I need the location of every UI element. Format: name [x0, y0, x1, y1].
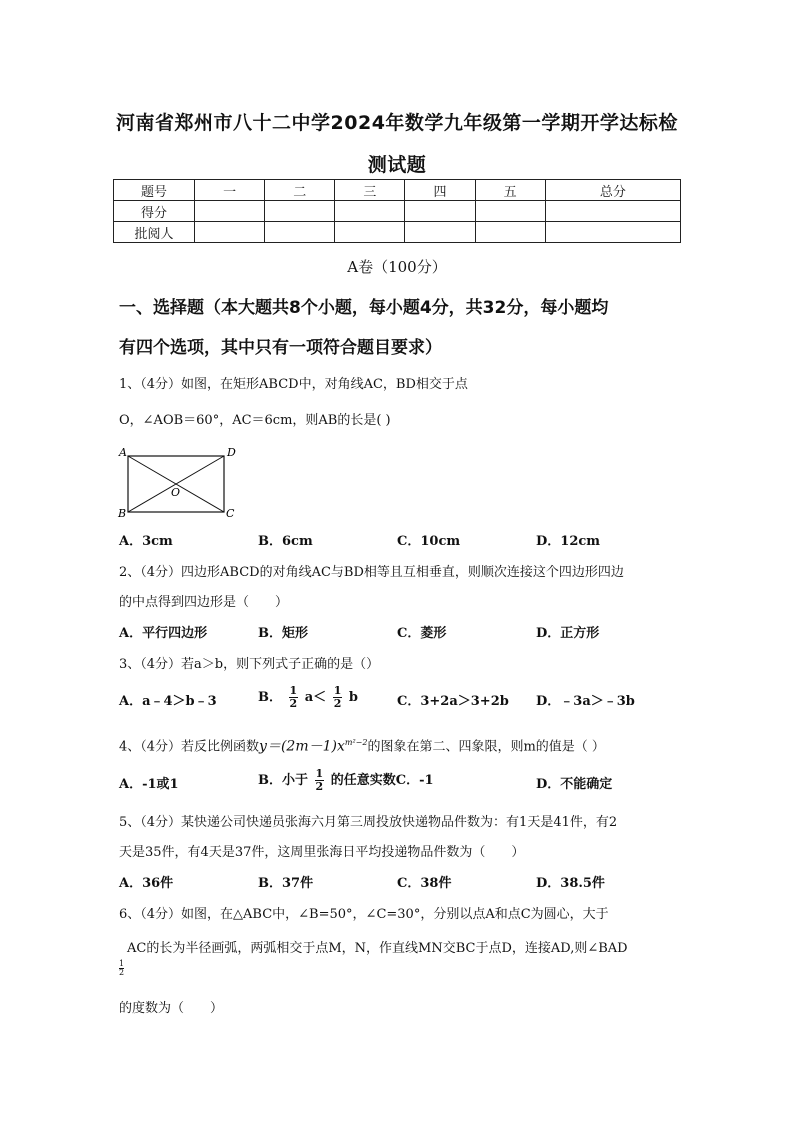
score-cell	[195, 201, 265, 222]
volume-label: A卷（100分）	[347, 258, 447, 276]
fraction-numerator: 1	[333, 684, 342, 697]
q6-line1: 6、（4分）如图，在△ABC中，∠B=50°，∠C=30°，分别以点A和点C为圆心，大于	[119, 907, 609, 922]
q1-option-d: D．12cm	[536, 534, 601, 549]
score-table-row	[114, 222, 681, 243]
q4-option-b-prefix: B．小于	[258, 773, 308, 788]
q6-line3: 的度数为（ ）	[119, 1001, 224, 1016]
section-title-line1: 一、选择题（本大题共8个小题，每小题4分，共32分，每小题均	[119, 298, 609, 318]
q5-option-d: D．38.5件	[536, 876, 605, 891]
q4-line1-prefix: 4、（4分）若反比例函数	[119, 739, 260, 755]
fraction-numerator: 1	[289, 684, 298, 697]
q5-option-c: C．38件	[397, 876, 452, 891]
score-cell	[545, 222, 680, 243]
score-cell	[405, 222, 475, 243]
q3-option-b-mid: a＜	[304, 690, 327, 705]
q3-line1: 3、（4分）若a＞b，则下列式子正确的是（）	[119, 657, 380, 672]
score-header-cell: 四	[405, 180, 475, 201]
score-cell	[335, 201, 405, 222]
score-cell	[265, 201, 335, 222]
score-row-label: 得分	[114, 201, 195, 222]
q2-option-c: C．菱形	[397, 626, 447, 641]
q6-fraction-half	[119, 960, 124, 977]
q2-option-d: D．正方形	[536, 626, 600, 641]
fraction-denominator: 2	[119, 968, 125, 977]
q2-line2: 的中点得到四边形是（ ）	[119, 595, 289, 610]
score-header-cell: 三	[335, 180, 405, 201]
q4-option-b-suffix: 的任意实数C．-1	[330, 773, 434, 788]
q2-line1: 2、（4分）四边形ABCD的对角线AC与BD相等且互相垂直，则顺次连接这个四边形四边	[119, 565, 624, 580]
q4-line1	[119, 734, 689, 756]
score-header-cell: 一	[195, 180, 265, 201]
q4-formula: y＝(2m－1)x	[259, 738, 345, 755]
fraction-half	[333, 685, 343, 710]
q1-line2: O，∠AOB＝60°，AC＝6cm，则AB的长是( )	[119, 413, 391, 428]
rectangle-diagram	[115, 444, 245, 520]
score-cell	[265, 222, 335, 243]
exam-title-line1: 河南省郑州市八十二中学2024年数学九年级第一学期开学达标检	[116, 112, 678, 134]
label-c: C	[226, 507, 235, 520]
fraction-denominator: 2	[315, 780, 324, 793]
fraction-half	[289, 685, 299, 710]
score-cell	[475, 222, 545, 243]
q4-option-d: D．不能确定	[536, 777, 613, 792]
score-table-row	[114, 201, 681, 222]
score-header-cell: 总分	[545, 180, 680, 201]
q3-option-b-prefix: B．	[258, 690, 282, 705]
score-cell	[545, 201, 680, 222]
label-o: O	[171, 486, 181, 499]
score-cell	[335, 222, 405, 243]
q4-option-b	[258, 768, 434, 793]
score-table	[113, 179, 681, 243]
fraction-numerator: 1	[119, 959, 125, 968]
label-b: B	[118, 507, 127, 520]
fraction-denominator: 2	[289, 697, 298, 710]
q4-line1-suffix: 的图象在第二、四象限，则m的值是（ ）	[367, 739, 605, 755]
score-row-label: 批阅人	[114, 222, 195, 243]
q4-option-a: A．-1或1	[119, 777, 179, 792]
q2-option-a: A．平行四边形	[119, 626, 208, 641]
q5-option-b: B．37件	[258, 876, 314, 891]
q2-option-b: B．矩形	[258, 626, 308, 641]
q1-option-b: B．6cm	[258, 534, 313, 549]
fraction-denominator: 2	[333, 697, 342, 710]
q6-line2: AC的长为半径画弧，两弧相交于点M，N，作直线MN交BC于点D，连接AD,则∠BAD	[127, 941, 628, 956]
exam-title-line2: 测试题	[367, 154, 427, 176]
score-cell	[195, 222, 265, 243]
score-header-cell: 题号	[114, 180, 195, 201]
q3-option-b-suffix: b	[348, 690, 358, 705]
score-header-cell: 二	[265, 180, 335, 201]
q3-option-d: D．﹣3a＞﹣3b	[536, 694, 635, 709]
q4-formula-exponent: m²−2	[344, 738, 368, 747]
score-table-header-row	[114, 180, 681, 201]
q3-option-a: A．a﹣4＞b﹣3	[119, 694, 217, 709]
q1-option-a: A．3cm	[119, 534, 173, 549]
label-a: A	[119, 446, 127, 459]
q5-option-a: A．36件	[119, 876, 174, 891]
q3-option-b	[258, 685, 358, 710]
q5-line2: 天是35件，有4天是37件，这周里张海日平均投递物品件数为（ ）	[119, 845, 525, 860]
label-d: D	[227, 446, 236, 459]
q1-option-c: C．10cm	[397, 534, 461, 549]
score-cell	[405, 201, 475, 222]
fraction-numerator: 1	[315, 767, 324, 780]
score-header-cell: 五	[475, 180, 545, 201]
fraction-half	[315, 768, 325, 793]
score-cell	[475, 201, 545, 222]
section-title-line2: 有四个选项，其中只有一项符合题目要求）	[119, 338, 442, 358]
q5-line1: 5、（4分）某快递公司快递员张海六月第三周投放快递物品件数为：有1天是41件，有2	[119, 815, 618, 830]
q3-option-c: C．3+2a＞3+2b	[397, 694, 509, 709]
q1-line1: 1、（4分）如图，在矩形ABCD中，对角线AC，BD相交于点	[119, 377, 468, 392]
